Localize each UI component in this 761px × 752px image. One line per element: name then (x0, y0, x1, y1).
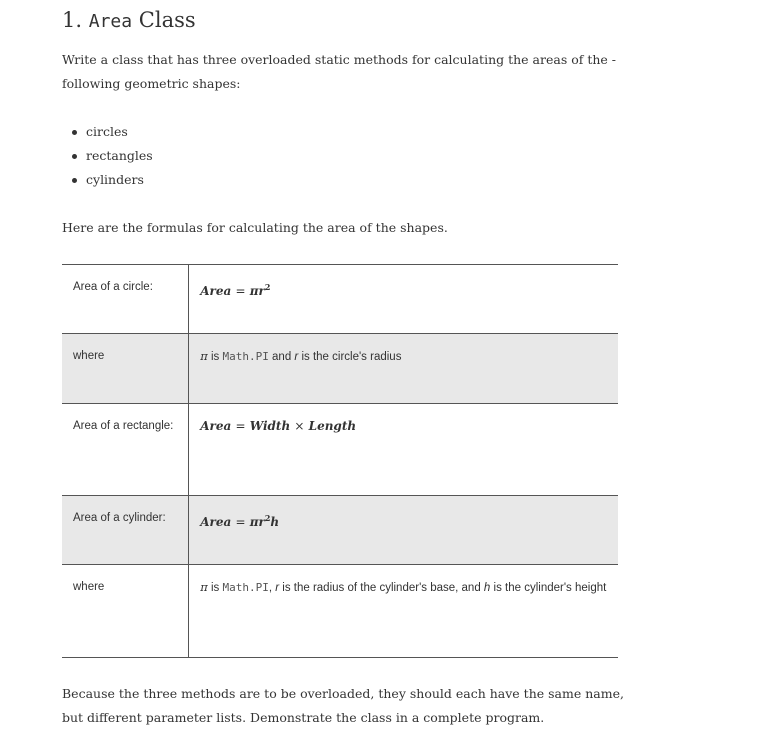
var-r: r (275, 582, 280, 594)
pi-symbol: π (249, 515, 259, 529)
list-item: cylinders (86, 168, 153, 192)
row-label: where (62, 334, 189, 404)
row-label: Area of a cylinder: (62, 496, 189, 565)
code-math-pi: Math.PI (222, 581, 269, 594)
text-fragment: , (268, 582, 276, 594)
pi-symbol: π (200, 349, 208, 363)
formula-h: h (270, 515, 280, 529)
code-math-pi: Math.PI (222, 350, 269, 363)
text-fragment: is (207, 582, 223, 594)
formula-width: Width (249, 419, 291, 433)
text-fragment: is (207, 351, 223, 363)
cylinder-formula (189, 496, 618, 565)
var-h: h (483, 582, 491, 594)
formula-var: r (258, 515, 265, 529)
list-item: circles (86, 120, 153, 144)
equals-sign: = (235, 419, 246, 433)
text-fragment: and (268, 351, 295, 363)
title-mono-word: Area (88, 11, 133, 32)
times-sign: × (294, 419, 305, 433)
outro-paragraph: Because the three methods are to be overloaded, they should each have the same name, but different parameter lists. Demonstrate the class in a complete program. (62, 686, 624, 725)
var-r: r (294, 351, 299, 363)
table-row (62, 565, 618, 658)
formula-exponent: 2 (264, 282, 271, 292)
text-fragment: is the radius of the cylinder's base, and (279, 582, 484, 594)
formula-exponent: 2 (264, 513, 271, 523)
pi-symbol: π (200, 580, 208, 594)
formulas-table (62, 264, 618, 658)
page-title (62, 8, 196, 32)
title-number: 1. (62, 8, 83, 32)
text-fragment: is the circle's radius (298, 351, 402, 363)
table-row (62, 334, 618, 404)
row-label: Area of a rectangle: (62, 404, 189, 496)
formula-lhs: Area (200, 284, 232, 298)
formulas-intro: Here are the formulas for calculating the area of the shapes. (62, 220, 448, 235)
circle-where (189, 334, 618, 404)
title-rest: Class (138, 8, 196, 32)
equals-sign: = (235, 284, 246, 298)
pi-symbol: π (249, 284, 259, 298)
table-row (62, 404, 618, 496)
intro-paragraph: Write a class that has three overloaded static methods for calculating the areas of the - following geometric shapes: (62, 52, 617, 91)
list-item: rectangles (86, 144, 153, 168)
formula-var: r (258, 284, 265, 298)
row-label: Area of a circle: (62, 265, 189, 334)
equals-sign: = (235, 515, 246, 529)
rectangle-formula (189, 404, 618, 496)
table-row (62, 265, 618, 334)
formula-lhs: Area (200, 515, 232, 529)
formula-length: Length (308, 419, 357, 433)
table-row (62, 496, 618, 565)
shapes-list (62, 120, 153, 192)
cylinder-where (189, 565, 618, 658)
circle-formula (189, 265, 618, 334)
formula-lhs: Area (200, 419, 232, 433)
row-label: where (62, 565, 189, 658)
text-fragment: is the cylinder's height (490, 582, 607, 594)
